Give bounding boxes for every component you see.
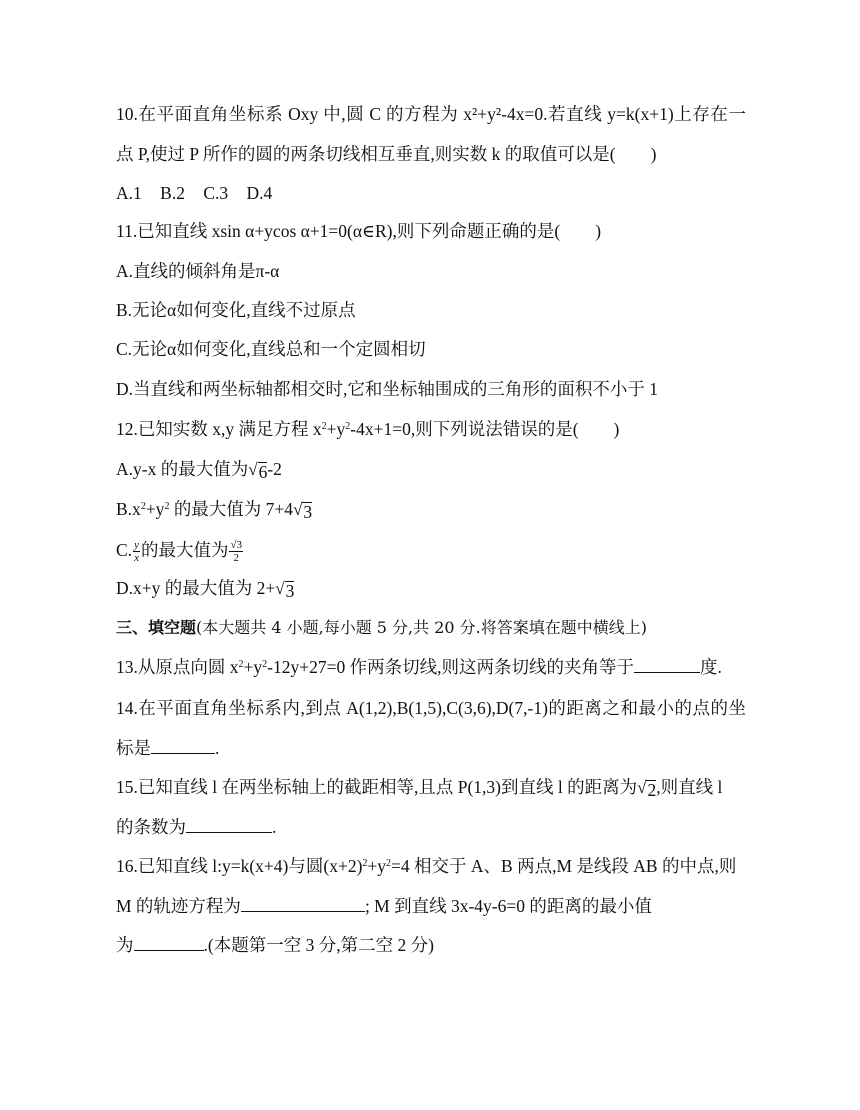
q11-option-c: C.无论α如何变化,直线总和一个定圆相切: [116, 339, 426, 359]
answer-blank[interactable]: [241, 897, 365, 912]
q10-line2: 点 P,使过 P 所作的圆的两条切线相互垂直,则实数 k 的取值可以是( ): [116, 144, 657, 164]
q14-line1: 14.在平面直角坐标系内,到点 A(1,2),B(1,5),C(3,6),D(7,-1)的距离之和最小的点的坐: [116, 698, 746, 718]
sqrt-3: √ 3: [293, 500, 313, 522]
q11-option-d: D.当直线和两坐标轴都相交时,它和坐标轴围成的三角形的面积不小于 1: [116, 379, 659, 399]
q13: 13.从原点向圆 $x^2+y^2-12y+27=0$ 作两条切线,则这两条切线的夹角等于 度.: [116, 657, 722, 677]
q11-option-b: B.无论α如何变化,直线不过原点: [116, 300, 356, 320]
answer-blank[interactable]: [134, 936, 204, 951]
q11-option-a: A.直线的倾斜角是π-α: [116, 261, 280, 281]
q11-stem: 11.已知直线 xsin α+ycos α+1=0(α∈R),则下列命题正确的是( ): [116, 221, 602, 241]
section-heading: 三、填空题(本大题共 4 小题,每小题 5 分,共 20 分.将答案填在题中横线上): [116, 618, 647, 637]
q12-stem: 12.已知实数 x,y 满足方程 $x^2+y^2-4x+1=0$,则下列说法错误的是( ): [116, 419, 620, 439]
q12-option-a: A.y-x 的最大值为 √ 6 -2: [116, 459, 282, 482]
sqrt-6: √ 6: [248, 460, 268, 482]
q10-option-c: C.3: [203, 183, 229, 203]
q10-options: [116, 182, 746, 204]
fraction-sqrt3-over-2: $\frac{√3}{2}$: [230, 539, 242, 565]
sqrt-2: √ 2: [637, 778, 657, 800]
q10-option-d: D.4: [246, 183, 273, 203]
answer-blank[interactable]: [186, 818, 272, 833]
q15-line2: 的条数为 .: [116, 817, 277, 837]
q14-line2: 标是 .: [116, 738, 220, 758]
q16-line3: 为 .(本题第一空 3 分,第二空 2 分): [116, 935, 434, 955]
answer-blank[interactable]: [634, 658, 700, 673]
fraction-y-over-x: $\frac{y}{x}$: [134, 539, 139, 565]
q12-option-c: C. $\frac{y}{x}$ 的最大值为 $\frac{√3}{2}$: [116, 539, 242, 565]
q16-line1: 16.已知直线 l:y=k(x+4)与圆$(x+2)^2+y^2=4$ 相交于 A、B 两点,M 是线段 AB 的中点,则: [116, 856, 737, 876]
q10-option-b: B.2: [160, 183, 185, 203]
answer-blank[interactable]: [151, 739, 215, 754]
q10-option-a: A.1: [116, 183, 142, 203]
sqrt-3: √ 3: [275, 579, 295, 601]
q12-option-d: D.x+y 的最大值为 2+ √ 3: [116, 578, 295, 601]
q16-line2: M 的轨迹方程为 ; M 到直线 3x-4y-6=0 的距离的最小值: [116, 896, 652, 916]
q15-line1: 15.已知直线 l 在两坐标轴上的截距相等,且点 P(1,3)到直线 l 的距离为 √ 2 ,则直线 l: [116, 777, 723, 800]
q10-line1: 10.在平面直角坐标系 Oxy 中,圆 C 的方程为 x²+y²-4x=0.若直线 y=k(x+1)上存在一: [116, 104, 746, 124]
q12-option-b: $B.x^2+y^2$ 的最大值为 7+4 √ 3: [116, 499, 313, 522]
